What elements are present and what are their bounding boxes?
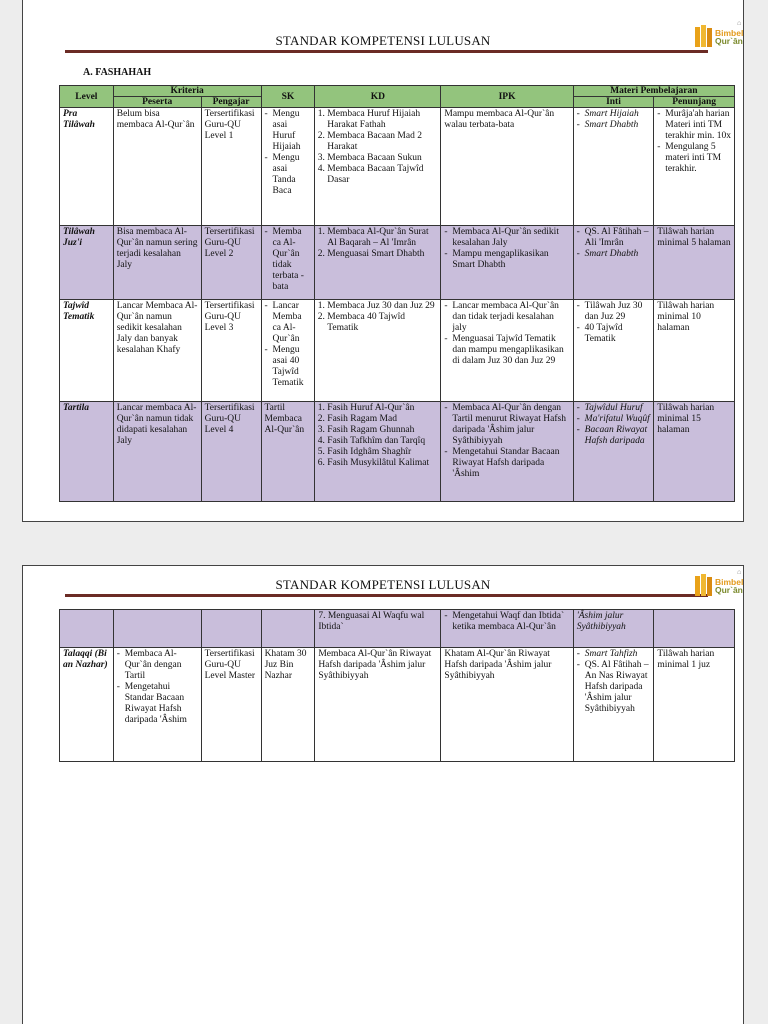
level-cell: Pra Tilâwah [60, 108, 114, 226]
kd-cell [315, 226, 441, 300]
ipk-cell: Khatam Al-Qur`ân Riwayat Hafsh daripada 'Âshim jalur Syâthibiyyah [441, 648, 573, 762]
pengajar-cell: Tersertifikasi Guru-QU Level 1 [201, 108, 261, 226]
penunjang-cell: Tilâwah harian minimal 1 juz [654, 648, 735, 762]
list-item: - Membaca Al-Qur`ân dengan Tartil [125, 649, 198, 682]
header-ipk: IPK [441, 86, 573, 108]
ipk-cell [441, 610, 573, 648]
table-row [60, 226, 735, 300]
house-icon: ⌂ [737, 19, 742, 27]
bimbel-quran-logo [695, 568, 749, 600]
header-sk: SK [261, 86, 315, 108]
title-rule [65, 50, 708, 53]
pengajar-cell: Tersertifikasi Guru-QU Level 2 [201, 226, 261, 300]
list-item: - QS. Al Fâtihah – An Nas Riwayat Hafsh daripada 'Âshim jalur Syâthibiyyah [585, 660, 651, 715]
page-title: STANDAR KOMPETENSI LULUSAN [275, 577, 491, 592]
kd-cell [315, 402, 441, 502]
ipk-cell: Mampu membaca Al-Qur`ân walau terbata-bata [441, 108, 573, 226]
list-item: 5. Fasih Idghâm Shaghîr [327, 447, 437, 458]
list-item: - Mampu mengaplikasikan Smart Dhabth [452, 249, 569, 271]
list-item: - Membaca Al-Qur`ân dengan Tartil menurut Riwayat Hafsh daripada 'Âshim jalur Syâthibiyyah [452, 403, 569, 447]
list-item: 2. Membaca Bacaan Mad 2 Harakat [327, 131, 437, 153]
page-2 [22, 565, 744, 1024]
competency-table-continued [59, 609, 735, 762]
list-item: - Mengu asai 40 Tajwîd Tematik [273, 345, 312, 389]
kd-cell: Membaca Al-Qur`ân Riwayat Hafsh daripada 'Âshim jalur Syâthibiyyah [315, 648, 441, 762]
list-item: - Lancar Memba ca Al-Qur`ân [273, 301, 312, 345]
peserta-cell: Lancar Membaca Al-Qur`ân namun sedikit kesalahan Jaly dan banyak kesalahan Khafy [113, 300, 201, 402]
logo-text: Bimbel Qur`ân [715, 577, 744, 595]
list-item: - Lancar membaca Al-Qur`ân dan tidak terjadi kesalahan jaly [452, 301, 569, 334]
penunjang-cell: Tilâwah harian minimal 15 halaman [654, 402, 735, 502]
pengajar-cell: Tersertifikasi Guru-QU Level 4 [201, 402, 261, 502]
table-row [60, 610, 735, 648]
list-item: 1. Membaca Al-Qur`ân Surat Al Baqarah – Al 'Imrân [327, 227, 437, 249]
level-cell: Tilâwah Juz'i [60, 226, 114, 300]
peserta-cell [113, 648, 201, 762]
table-row [60, 648, 735, 762]
list-item: - Mengetahui Standar Bacaan Riwayat Hafsh daripada 'Âshim [125, 682, 198, 726]
list-item: - Tilâwah Juz 30 dan Juz 29 [585, 301, 651, 323]
list-item: - Tajwîdul Huruf [585, 403, 651, 414]
list-item: - Mengu asai Tanda Baca [273, 153, 312, 197]
penunjang-cell: Tilâwah harian minimal 10 halaman [654, 300, 735, 402]
ipk-cell [441, 402, 573, 502]
bimbel-quran-logo [695, 19, 749, 51]
kd-cell: 7. Menguasai Al Waqfu wal Ibtida` [315, 610, 441, 648]
sk-cell [261, 226, 315, 300]
level-cell: Talaqqi (Bi an Nazhar) [60, 648, 114, 762]
list-item: - Menguasai Tajwîd Tematik dan mampu mengaplikasikan di dalam Juz 30 dan Juz 29 [452, 334, 569, 367]
level-cell: Tartila [60, 402, 114, 502]
list-item: 6. Fasih Musykilâtul Kalimat [327, 458, 437, 469]
table-header-row [60, 86, 735, 97]
list-item: - Murâja'ah harian Materi inti TM terakhir min. 10x [665, 109, 731, 142]
list-item: - Smart Dhabth [585, 249, 651, 260]
list-item: 3. Fasih Ragam Ghunnah [327, 425, 437, 436]
ipk-cell [441, 226, 573, 300]
list-item: 2. Fasih Ragam Mad [327, 414, 437, 425]
list-item: - Smart Hijaiah [585, 109, 651, 120]
list-item: - Ma'rifatul Wuqûf [585, 414, 651, 425]
header-pengajar: Pengajar [201, 97, 261, 108]
house-icon: ⌂ [737, 568, 742, 576]
inti-cell [573, 300, 654, 402]
list-item: 4. Membaca Bacaan Tajwîd Dasar [327, 164, 437, 186]
header-level: Level [60, 86, 114, 108]
header-inti: Inti [573, 97, 654, 108]
peserta-cell: Bisa membaca Al-Qur`ân namun sering terjadi kesalahan Jaly [113, 226, 201, 300]
header-materi: Materi Pembelajaran [573, 86, 734, 97]
sk-cell [261, 108, 315, 226]
sk-cell [261, 300, 315, 402]
page-title: STANDAR KOMPETENSI LULUSAN [275, 33, 491, 48]
section-heading: A. FASHAHAH [83, 67, 152, 78]
list-item: - Smart Tahfizh [585, 649, 651, 660]
penunjang-cell [654, 108, 735, 226]
peserta-cell: Lancar membaca Al-Qur`ân namun tidak didapati kesalahan Jaly [113, 402, 201, 502]
list-item: - Bacaan Riwayat Hafsh daripada [585, 425, 651, 447]
table-row [60, 108, 735, 226]
list-item: - Memba ca Al-Qur`ân tidak terbata -bata [273, 227, 312, 293]
list-item: - Mengulang 5 materi inti TM terakhir. [665, 142, 731, 175]
peserta-cell: Belum bisa membaca Al-Qur`ân [113, 108, 201, 226]
list-item: 2. Menguasai Smart Dhabth [327, 249, 437, 260]
kd-cell [315, 108, 441, 226]
competency-table [59, 85, 735, 502]
list-item: 2. Membaca 40 Tajwîd Tematik [327, 312, 437, 334]
list-item: - Smart Dhabth [585, 120, 651, 131]
page-1 [22, 0, 744, 522]
sk-cell: Khatam 30 Juz Bin Nazhar [261, 648, 315, 762]
list-item: - Mengetahui Standar Bacaan Riwayat Hafsh daripada 'Âshim [452, 447, 569, 480]
inti-cell [573, 226, 654, 300]
ipk-cell [441, 300, 573, 402]
books-icon [695, 574, 713, 596]
books-icon [695, 25, 713, 47]
inti-cell [573, 108, 654, 226]
inti-cell [573, 648, 654, 762]
table-row [60, 402, 735, 502]
list-item: - Mengu asai Huruf Hijaiah [273, 109, 312, 153]
list-item: 3. Membaca Bacaan Sukun [327, 153, 437, 164]
list-item: 1. Membaca Huruf Hijaiah Harakat Fathah [327, 109, 437, 131]
kd-cell [315, 300, 441, 402]
list-item: - 40 Tajwîd Tematik [585, 323, 651, 345]
header-penunjang: Penunjang [654, 97, 735, 108]
pengajar-cell: Tersertifikasi Guru-QU Level 3 [201, 300, 261, 402]
list-item: - Mengetahui Waqf dan Ibtida` ketika membaca Al-Qur`ân [452, 611, 569, 633]
penunjang-cell: Tilâwah harian minimal 5 halaman [654, 226, 735, 300]
list-item: - QS. Al Fâtihah – Ali 'Imrân [585, 227, 651, 249]
list-item: 1. Membaca Juz 30 dan Juz 29 [327, 301, 437, 312]
inti-cell: 'Âshim jalur Syâthibiyyah [573, 610, 654, 648]
list-item: 1. Fasih Huruf Al-Qur`ân [327, 403, 437, 414]
level-cell: Tajwîd Tematik [60, 300, 114, 402]
inti-cell [573, 402, 654, 502]
list-item: 4. Fasih Tafkhîm dan Tarqîq [327, 436, 437, 447]
pengajar-cell: Tersertifikasi Guru-QU Level Master [201, 648, 261, 762]
header-kd: KD [315, 86, 441, 108]
header-kriteria: Kriteria [113, 86, 261, 97]
table-row [60, 300, 735, 402]
title-rule [65, 594, 708, 597]
list-item: - Membaca Al-Qur`ân sedikit kesalahan Jaly [452, 227, 569, 249]
logo-text: Bimbel Qur`ân [715, 28, 744, 46]
sk-cell: Tartil Membaca Al-Qur`ân [261, 402, 315, 502]
header-peserta: Peserta [113, 97, 201, 108]
